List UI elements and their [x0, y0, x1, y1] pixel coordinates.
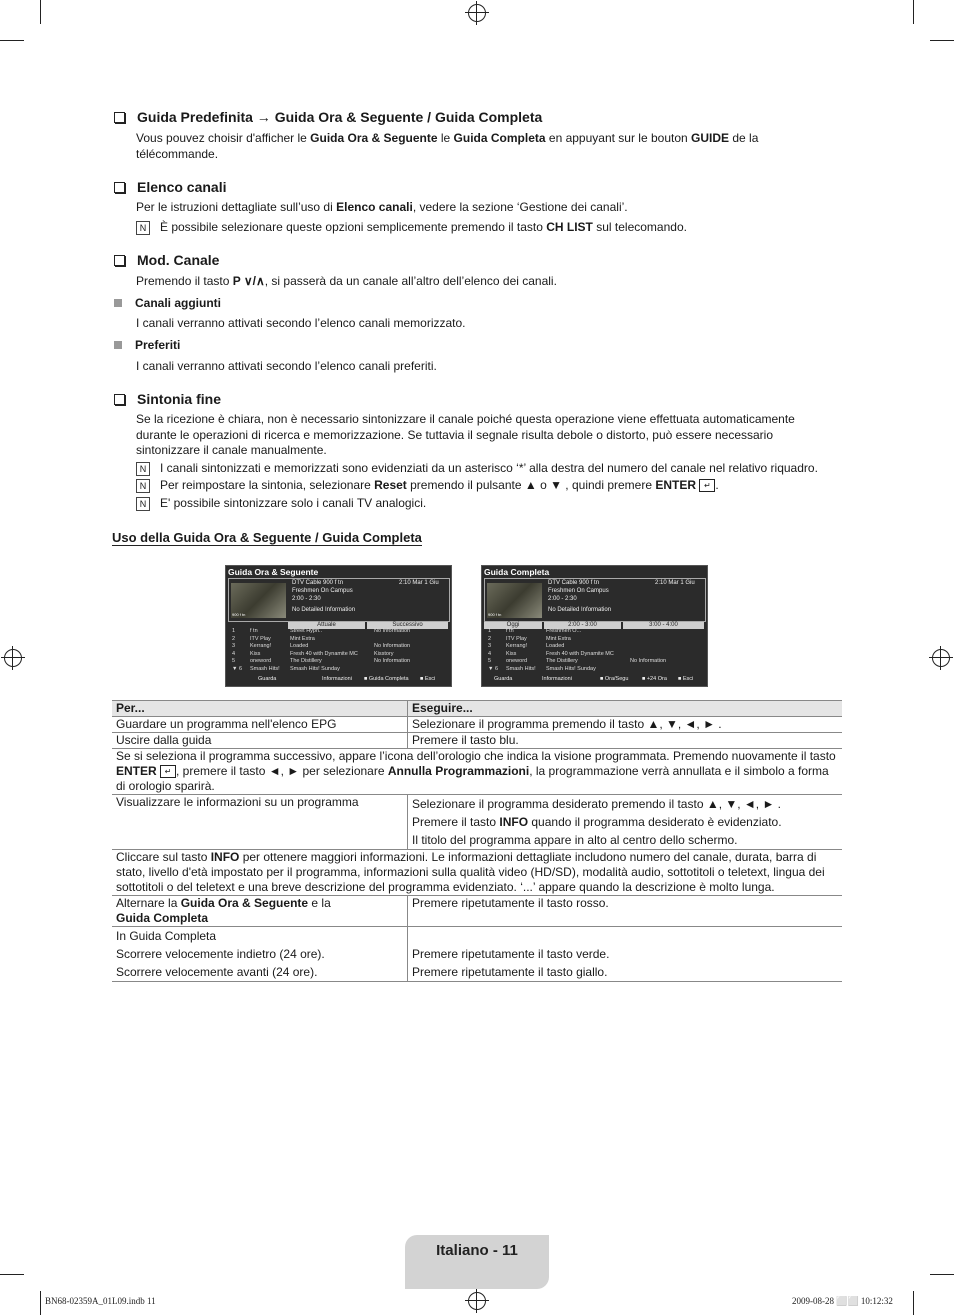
note: N È possibile selezionare queste opzioni semplicemente premendo il tasto CH LIST sul telecomando. — [136, 220, 687, 236]
note-icon: N — [136, 497, 150, 511]
guide-cell: 2 — [488, 635, 492, 642]
guide-row[interactable] — [484, 628, 704, 635]
crop-mark — [930, 40, 954, 41]
guide-cell: 5 — [232, 658, 236, 664]
sub-heading-preferiti: Preferiti — [114, 338, 180, 352]
guide-cell: Kisstory — [374, 650, 394, 657]
thumbnail: 900 f tn — [487, 583, 542, 618]
guide-cell: Kerrang! — [506, 643, 528, 649]
guide-row[interactable] — [228, 666, 448, 673]
enter-icon: ↵ — [699, 479, 715, 492]
operations-table — [112, 700, 842, 982]
guide-cell: Street Hypn.. — [290, 628, 323, 634]
guide-row[interactable] — [228, 628, 448, 635]
guide-cell: Mint Extra — [290, 635, 315, 642]
guide-cell: ITV Play — [506, 635, 527, 642]
usage-title: Uso della Guida Ora & Seguente / Guida Completa — [112, 530, 422, 545]
guide-row[interactable] — [228, 636, 448, 643]
guide-cell: f tn — [250, 628, 258, 634]
guide-row[interactable] — [484, 658, 704, 665]
guide-cell: ▼ 6 — [488, 665, 499, 672]
note: N I canali sintonizzati e memorizzati sono evidenziati da un asterisco ‘*’ alla destra del numero del canale nel relativo riquadro. — [136, 461, 818, 477]
info-panel: 900 f tn DTV Cable 900 f tn 2:10 Mar 1 Giu Freshmen On Campus 2:00 - 2:30 No Detailed Information — [484, 578, 706, 622]
note: N E' possibile sintonizzare solo i canali TV analogici. — [136, 496, 426, 512]
guide-cell: 3 — [488, 643, 492, 649]
guide-cell: No Information — [374, 658, 411, 664]
table-row: In Guida Completa Scorrere velocemente indietro (24 ore). Scorrere velocemente avanti (24 ore). Premere ripetutamente il tasto verde. Premere ripetutamente il tasto giallo. — [112, 927, 842, 982]
guide-cell: Fresh 40 with Dynamite MC — [546, 650, 614, 657]
checkbox-icon — [114, 394, 125, 405]
guide-cell: No Information — [374, 628, 411, 634]
note: N Per reimpostare la sintonia, selezionare Reset premendo il pulsante ▲ o ▼ , quindi premere ENTER ↵ . — [136, 478, 719, 494]
sub-heading-canali-aggiunti: Canali aggiunti — [114, 296, 221, 310]
guide-cell: ▼ 6 — [232, 665, 243, 672]
guide-cell: Smash Hits! Sunday — [546, 665, 596, 672]
column-header: Oggi — [484, 622, 542, 629]
note-icon: N — [136, 479, 150, 493]
crop-mark — [913, 1291, 914, 1315]
crop-mark — [40, 0, 41, 24]
section-title-guida-predefinita: Guida Predefinita → Guida Ora & Seguente / Guida Completa — [114, 109, 542, 125]
table-row: Visualizzare le informazioni su un programma Selezionare il programma desiderato premendo il tasto ▲, ▼, ◄, ► . Premere il tasto INFO quando il programma desiderato è evidenziato. Il titolo del programma appare in alto al centro dello schermo. — [112, 795, 842, 850]
guide-cell: The Distillery — [290, 658, 322, 664]
table-header: Per... Eseguire... — [112, 701, 842, 717]
guide-cell: Smash Hits! Sunday — [290, 665, 340, 672]
crop-mark — [0, 40, 24, 41]
guide-cell: ITV Play — [250, 635, 271, 642]
guide-row[interactable] — [484, 636, 704, 643]
registration-mark-icon — [468, 4, 486, 22]
sub-text: I canali verranno attivati secondo l’elenco canali memorizzato. — [136, 316, 466, 330]
guide-row[interactable] — [228, 658, 448, 665]
guide-cell: 2 — [232, 635, 236, 642]
info-panel: 900 f tn DTV Cable 900 f tn 2:10 Mar 1 Giu Freshmen On Campus 2:00 - 2:30 No Detailed Information — [228, 578, 450, 622]
checkbox-icon — [114, 112, 125, 123]
checkbox-icon — [114, 255, 125, 266]
guide-row[interactable] — [228, 651, 448, 658]
checkbox-icon — [114, 182, 125, 193]
page-number-badge: Italiano - 11 — [405, 1235, 549, 1289]
guide-cell: oneword — [250, 658, 272, 664]
bullet-square-icon — [114, 341, 122, 349]
guide-cell: 5 — [488, 658, 492, 664]
screen-title: Guida Completa — [484, 567, 550, 577]
table-row: Guardare un programma nell'elenco EPG Selezionare il programma premendo il tasto ▲, ▼, ◄, ► . — [112, 717, 842, 733]
guide-cell: oneword — [506, 658, 528, 664]
guide-cell: Smash Hits! — [506, 665, 536, 672]
guide-cell: Freshmen O... — [546, 628, 582, 634]
crop-mark — [930, 1274, 954, 1275]
section-text: Se la ricezione è chiara, non è necessario sintonizzare il canale poiché questa operazione viene effettuata automaticamente durante le operazioni di ricerca e memorizzazione. Se tuttavia il segnale risulta debole o distorto, può essere necessario sintonizzare il canale manualmente. — [136, 412, 795, 457]
guide-cell: Kerrang! — [250, 643, 272, 649]
guide-row[interactable] — [484, 643, 704, 650]
guide-row[interactable] — [484, 666, 704, 673]
column-header: 3:00 - 4:00 — [623, 622, 704, 629]
guide-row[interactable] — [484, 651, 704, 658]
guide-cell: 4 — [232, 650, 236, 657]
table-row: Alternare la Guida Ora & Seguente e la Guida Completa Premere ripetutamente il tasto rosso. — [112, 896, 842, 927]
note-icon: N — [136, 462, 150, 476]
guide-cell: 3 — [232, 643, 236, 649]
crop-mark — [40, 1291, 41, 1315]
guide-cell: Kiss — [250, 650, 261, 657]
crop-mark — [0, 1274, 24, 1275]
section-title-sintonia-fine: Sintonia fine — [114, 391, 221, 407]
screen-guida-completa: Guida Completa 900 f tn DTV Cable 900 f tn 2:10 Mar 1 Giu Freshmen On Campus 2:00 - 2:30 No Detailed Information Oggi 2:00 - 3:00 3:00 - 4:00 1 f tn Freshmen O... 2 ITV Play Mint Extra 3 Kerrang! Loaded 4 Kiss Fresh 40 with Dynamite MC 5 oneword The Distillery No Information ▼ 6 Smash Hits! Smash Hits! Sunday Guarda Informazioni ■ Ora/Segu ■ +24 Ora ■ Esci — [481, 565, 708, 687]
guide-cell: Loaded — [546, 643, 565, 649]
section-title-elenco-canali: Elenco canali — [114, 179, 226, 195]
note-icon: N — [136, 221, 150, 235]
sub-text: I canali verranno attivati secondo l’elenco canali preferiti. — [136, 359, 437, 373]
guide-cell: f tn — [506, 628, 514, 634]
guide-cell: The Distillery — [546, 658, 578, 664]
guide-cell: Loaded — [290, 643, 309, 649]
guide-cell: No Information — [630, 658, 667, 664]
guide-cell: Smash Hits! — [250, 665, 280, 672]
section-text: Vous pouvez choisir d'afficher le Guida Ora & Seguente le Guida Completa en appuyant sur le bouton GUIDE de la télécommande. — [136, 131, 759, 161]
guide-cell: 1 — [232, 628, 236, 634]
screen-title: Guida Ora & Seguente — [228, 567, 319, 577]
guide-cell: No Information — [374, 643, 411, 649]
section-title-mod-canale: Mod. Canale — [114, 252, 219, 268]
guide-row[interactable] — [228, 643, 448, 650]
guide-cell: 1 — [488, 628, 492, 634]
section-text: Premendo il tasto P ∨/∧, si passerà da un canale all’altro dell’elenco dei canali. — [136, 274, 557, 288]
guide-cell: Kiss — [506, 650, 517, 657]
bullet-square-icon — [114, 299, 122, 307]
table-row: Uscire dalla guida Premere il tasto blu. — [112, 733, 842, 749]
guide-cell: Mint Extra — [546, 635, 571, 642]
crop-mark — [913, 0, 914, 24]
footer-file: BN68-02359A_01L09.indb 11 — [45, 1296, 156, 1306]
column-header: Attuale — [288, 622, 365, 629]
table-row: Se si seleziona il programma successivo, appare l’icona dell’orologio che indica la visione programmata. Premendo nuovamente il tasto ENTER ↵ , premere il tasto ◄, ► per selezionare Annulla Programmazioni, la programmazione verrà annullata e il simbolo a forma di orologio sparirà. — [112, 749, 842, 795]
section-text: Per le istruzioni dettagliate sull’uso di Elenco canali, vedere la sezione ‘Gestione dei canali’. — [136, 200, 628, 214]
column-header: 2:00 - 3:00 — [544, 622, 621, 629]
footer-date: 2009-08-28 ⬜⬜ 10:12:32 — [792, 1296, 893, 1306]
screen-guida-ora-seguente: Guida Ora & Seguente 900 f tn DTV Cable 900 f tn 2:10 Mar 1 Giu Freshmen On Campus 2:00 - 2:30 No Detailed Information Attuale Successivo 1 f tn Street Hypn.. No Information 2 ITV Play Mint Extra 3 Kerrang! Loaded No Information 4 Kiss Fresh 40 with Dynamite MC Kisstory 5 oneword The Distillery No Information ▼ 6 Smash Hits! Smash Hits! Sunday Guarda Informazioni ■ Guida Completa ■ Esci — [225, 565, 452, 687]
registration-mark-icon — [4, 649, 22, 667]
guide-cell: 4 — [488, 650, 492, 657]
guide-cell: Fresh 40 with Dynamite MC — [290, 650, 358, 657]
registration-mark-icon — [932, 649, 950, 667]
registration-mark-icon — [468, 1292, 486, 1310]
enter-icon: ↵ — [160, 765, 176, 778]
column-header: Successivo — [367, 622, 448, 629]
table-row: Cliccare sul tasto INFO per ottenere maggiori informazioni. Le informazioni dettagliate includono numero del canale, durata, barra di stato, livello d'età impostato per il programma, informazioni sulla qualità video (HD/SD), modalità audio, sottotitoli o teletext, lingua dei sottotitoli o del teletext e una breve descrizione del programma evidenziato. ‘...’ appare quando la descrizione è molto lunga. — [112, 850, 842, 896]
thumbnail: 900 f tn — [231, 583, 286, 618]
